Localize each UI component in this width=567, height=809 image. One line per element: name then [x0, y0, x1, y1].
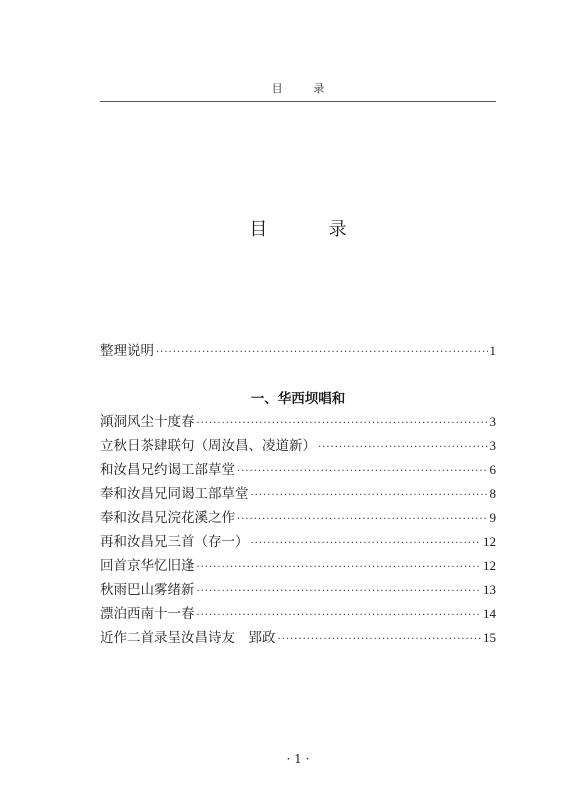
toc-entry[interactable]	[100, 530, 496, 554]
toc-entry-title: 奉和汝昌兄同谒工部草堂	[100, 486, 249, 502]
section-heading: 一、华西坝唱和	[250, 391, 346, 407]
toc-leader-dots	[318, 442, 488, 453]
toc-entry[interactable]	[100, 458, 496, 482]
toc-entry-title: 再和汝昌兄三首（存一）	[100, 534, 249, 550]
toc-entry[interactable]	[100, 410, 496, 434]
toc-entry[interactable]	[100, 434, 496, 458]
toc-leader-dots	[197, 562, 482, 573]
toc-section-list	[100, 410, 496, 650]
page-title: 目 录	[249, 219, 369, 240]
toc-leader-dots	[197, 610, 482, 621]
toc-entry-title: 和汝昌兄约谒工部草堂	[100, 462, 235, 478]
toc-leader-dots	[251, 490, 488, 501]
toc-entry-page: 6	[489, 462, 496, 477]
toc-entry[interactable]	[100, 578, 496, 602]
toc-entry-title: 澒洞风尘十度春	[100, 414, 195, 430]
toc-entry[interactable]	[100, 554, 496, 578]
page-number: · 1 ·	[286, 752, 310, 766]
toc-entry-page: 14	[483, 606, 496, 621]
toc-entry-page: 9	[489, 510, 496, 525]
toc-entry[interactable]	[100, 482, 496, 506]
toc-intro	[100, 339, 496, 363]
toc-leader-dots	[237, 514, 488, 525]
toc-entry[interactable]	[100, 506, 496, 530]
toc-entry-page: 1	[489, 343, 496, 358]
toc-entry-page: 3	[489, 438, 496, 453]
toc-entry-page: 12	[483, 534, 496, 549]
toc-entry-page: 12	[483, 558, 496, 573]
toc-entry[interactable]	[100, 602, 496, 626]
toc-entry-title: 回首京华忆旧逢	[100, 558, 195, 574]
toc-entry-title: 秋雨巴山雾绪新	[100, 582, 195, 598]
toc-entry[interactable]	[100, 626, 496, 650]
header-rule	[100, 101, 496, 102]
toc-leader-dots	[197, 586, 482, 597]
toc-entry-intro[interactable]	[100, 339, 496, 363]
toc-leader-dots	[251, 538, 482, 549]
toc-entry-title: 整理说明	[100, 343, 154, 359]
toc-leader-dots	[156, 347, 488, 358]
toc-entry-title: 漂泊西南十一春	[100, 606, 195, 622]
toc-entry-page: 15	[483, 630, 496, 645]
toc-entry-title: 近作二首录呈汝昌诗友 郢政	[100, 630, 276, 646]
toc-leader-dots	[237, 466, 488, 477]
toc-entry-page: 13	[483, 582, 496, 597]
toc-entry-page: 3	[489, 414, 496, 429]
toc-leader-dots	[278, 634, 482, 645]
toc-entry-page: 8	[489, 486, 496, 501]
toc-leader-dots	[197, 418, 488, 429]
running-head: 目 录	[271, 82, 335, 95]
toc-entry-title: 立秋日茶肆联句（周汝昌、凌道新）	[100, 438, 316, 454]
toc-entry-title: 奉和汝昌兄浣花溪之作	[100, 510, 235, 526]
